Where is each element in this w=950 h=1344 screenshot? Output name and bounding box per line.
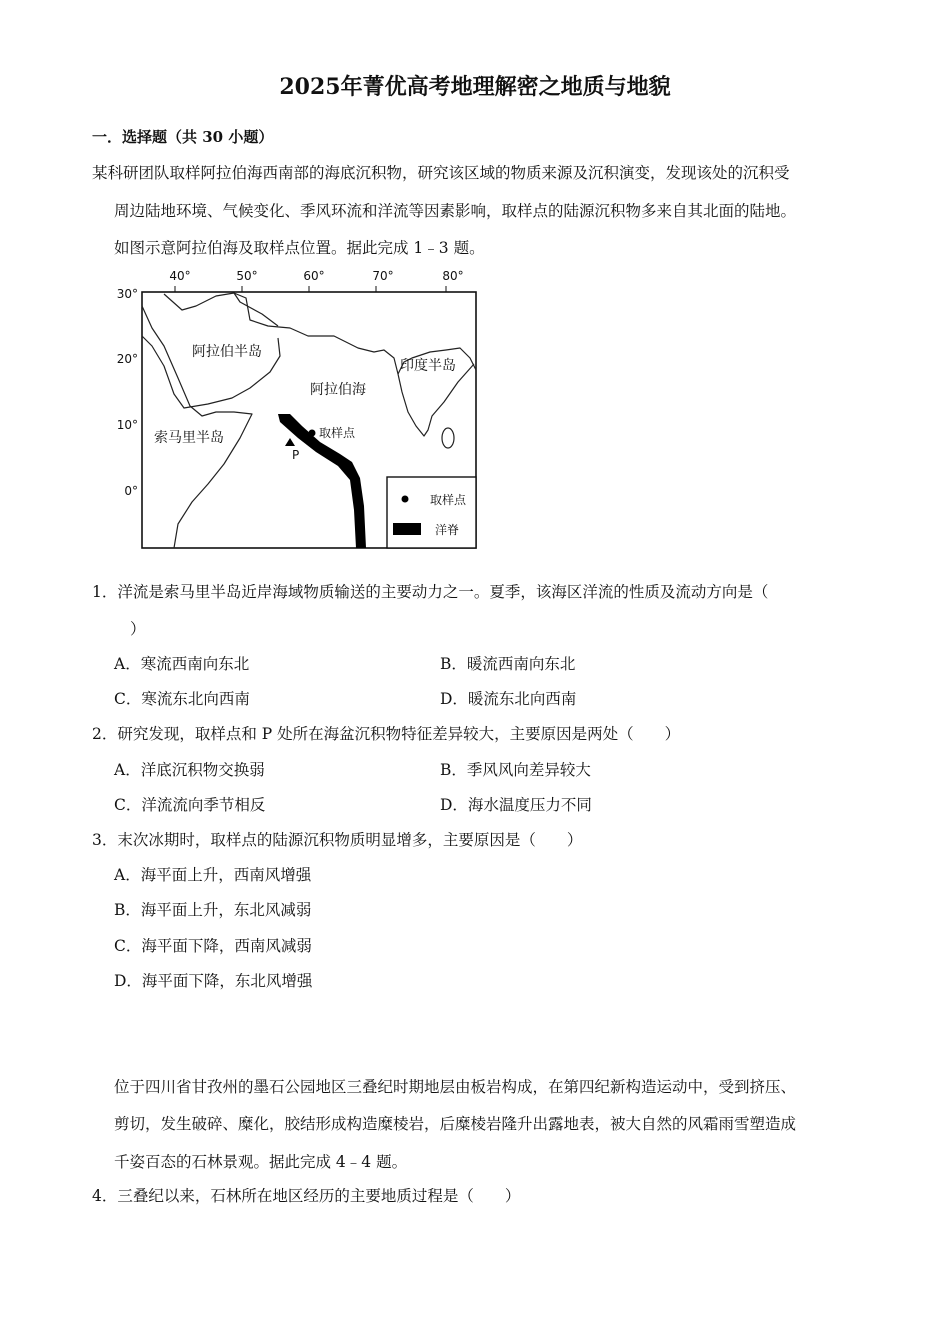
q2-option-b[interactable]: B．季风风向差异较大: [440, 761, 591, 779]
label-arabian-sea: 阿拉伯海: [310, 382, 366, 398]
question-3-stem: 3．末次冰期时，取样点的陆源沉积物质明显增多，主要原因是（ ）: [92, 831, 583, 849]
label-indian-peninsula: 印度半岛: [400, 358, 456, 374]
coastline-india: [398, 364, 474, 436]
q2-option-d[interactable]: D．海水温度压力不同: [440, 796, 592, 814]
lon-label: 50°: [236, 269, 258, 283]
intro1-line3: 如图示意阿拉伯海及取样点位置。据此完成 1﹣3 题。: [114, 239, 485, 257]
coastline-north: [164, 293, 398, 374]
question-2-stem: 2．研究发现，取样点和 P 处所在海盆沉积物特征差异较大，主要原因是两处（ ）: [92, 725, 681, 743]
arabian-sea-map: [112, 266, 492, 558]
q1-option-d[interactable]: D．暖流东北向西南: [440, 690, 577, 708]
question-1-stem-cont: ）: [130, 620, 146, 638]
label-arabian-peninsula: 阿拉伯半岛: [192, 344, 262, 360]
section-heading: 一．选择题（共 30 小题）: [92, 128, 274, 146]
legend-ridge-label: 洋脊: [435, 523, 460, 537]
intro2-line2: 剪切，发生破碎、糜化，胶结形成构造糜棱岩，后糜棱岩隆升出露地表，被大自然的风霜雨雪塑造成: [114, 1115, 797, 1133]
q3-option-c[interactable]: C．海平面下降，西南风减弱: [114, 937, 312, 955]
lon-label: 40°: [169, 269, 191, 283]
intro2-line3: 千姿百态的石林景观。据此完成 4﹣4 题。: [114, 1153, 408, 1171]
lat-label: 20°: [116, 352, 138, 366]
q3-option-d[interactable]: D．海平面下降，东北风增强: [114, 972, 313, 990]
q3-option-b[interactable]: B．海平面上升，东北风减弱: [114, 901, 312, 919]
p-point-marker: [285, 438, 295, 446]
page-title: 2025年菁优高考地理解密之地质与地貌: [279, 74, 671, 100]
coastline-somalia: [142, 306, 252, 548]
intro1-line2: 周边陆地环境、气候变化、季风环流和洋流等因素影响，取样点的陆源沉积物多来自其北面的陆地。: [114, 202, 797, 220]
lon-label: 80°: [442, 269, 464, 283]
label-somali-peninsula: 索马里半岛: [154, 430, 224, 446]
lat-label: 10°: [116, 418, 138, 432]
lat-label: 30°: [116, 287, 138, 301]
label-sample-point: 取样点: [319, 426, 356, 440]
q1-option-c[interactable]: C．寒流东北向西南: [114, 690, 250, 708]
legend-box: [387, 477, 476, 548]
question-4-stem: 4．三叠纪以来，石林所在地区经历的主要地质过程是（ ）: [92, 1187, 521, 1205]
lon-label: 70°: [372, 269, 394, 283]
sri-lanka: [442, 428, 454, 448]
legend-sample-label: 取样点: [430, 493, 467, 507]
question-1-stem: 1．洋流是索马里半岛近岸海域物质输送的主要动力之一。夏季，该海区洋流的性质及流动方向是（: [92, 583, 769, 601]
sample-point-marker: [309, 430, 316, 437]
legend-ridge-symbol: [393, 523, 421, 535]
lon-label: 60°: [303, 269, 325, 283]
q2-option-c[interactable]: C．洋流流向季节相反: [114, 796, 266, 814]
intro1-line1: 某科研团队取样阿拉伯海西南部的海底沉积物，研究该区域的物质来源及沉积演变，发现该处的沉积受: [92, 164, 790, 182]
label-p: P: [292, 448, 300, 462]
q2-option-a[interactable]: A．洋底沉积物交换弱: [114, 761, 265, 779]
legend-sample-symbol: [402, 496, 409, 503]
lat-label: 0°: [124, 484, 138, 498]
q1-option-b[interactable]: B．暖流西南向东北: [440, 655, 576, 673]
q1-option-a[interactable]: A．寒流西南向东北: [114, 655, 250, 673]
q3-option-a[interactable]: A．海平面上升，西南风增强: [114, 866, 312, 884]
intro2-line1: 位于四川省甘孜州的墨石公园地区三叠纪时期地层由板岩构成，在第四纪新构造运动中，受到挤压、: [114, 1078, 797, 1096]
